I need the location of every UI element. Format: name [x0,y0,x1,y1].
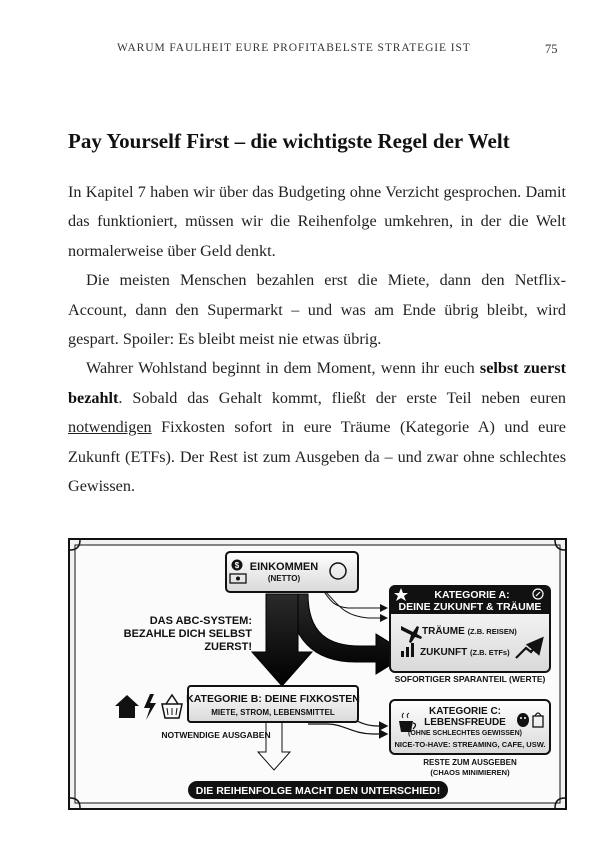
running-header [0,42,609,58]
category-c-caption-2: (CHAOS MINIMIEREN) [430,768,510,777]
paragraph-3-part-a: Wahrer Wohlstand beginnt in dem Moment, wenn ihr euch [86,359,480,378]
paragraph-3-part-b: . Sobald das Gehalt kommt, fließt der erste Teil neben euren [118,388,566,407]
system-line-2: BEZAHLE DICH SELBST [123,628,252,640]
category-c-nice-to-have: NICE-TO-HAVE: STREAMING, CAFE, USW. [394,740,546,749]
paragraph-1: In Kapitel 7 haben wir über das Budgeting ohne Verzicht gesprochen. Damit das funktioniert, müssen wir die Reihenfolge umkehren, in der die Welt normalerweise über Geld denkt. [68,183,566,260]
body-text [68,178,566,501]
theater-masks-icon [517,713,529,727]
svg-text:ZUKUNFT (Z.B. ETFs) [420,647,510,658]
system-line-3: ZUERST! [204,641,252,653]
system-line-1: DAS ABC-SYSTEM: [149,615,252,627]
income-title: EINKOMMEN [249,561,319,573]
running-title: WARUM FAULHEIT EURE PROFITABELSTE STRATEGIE IST [117,42,471,54]
dreams-label: TRÄUME [422,626,465,637]
section-title: Pay Yourself First – die wichtigste Regel der Welt [68,129,510,153]
category-b-box [186,686,360,722]
category-a-caption: SOFORTIGER SPARANTEIL (WERTE) [394,674,546,684]
paragraph-3 [68,354,566,501]
svg-text:$: $ [234,561,240,570]
dreams-sublabel: (Z.B. REISEN) [467,627,517,636]
income-box [226,552,358,592]
category-c-box [390,700,550,754]
category-b-caption: NOTWENDIGE AUSGABEN [161,730,271,740]
category-a-box [390,586,550,672]
category-a-line-2: DEINE ZUKUNFT & TRÄUME [398,601,542,613]
category-b-title: KATEGORIE B: DEINE FIXKOSTEN [186,693,360,705]
banner-text: DIE REIHENFOLGE MACHT DEN UNTERSCHIED! [195,785,441,797]
emphasis-bold: selbst zuerst bezahlt [68,359,566,407]
future-sublabel: (Z.B. ETFs) [470,648,510,657]
category-c-line-2: LEBENSFREUDE [424,717,506,728]
underlined-word: notwendigen [68,418,152,437]
income-subtitle: (NETTO) [267,574,301,583]
category-c-line-1: KATEGORIE C: [428,706,502,717]
category-a-line-1: KATEGORIE A: [434,589,510,601]
bottom-banner [188,781,448,799]
category-b-subtitle: MIETE, STROM, LEBENSMITTEL [211,708,335,717]
paragraph-3-part-c: Fixkosten sofort in eure Träume (Kategorie A) und eure Zukunft (ETFs). Der Rest ist zum Ausgeben da – und zwar ohne schlechtes Gewissen. [68,418,566,496]
paragraph-2: Die meisten Menschen bezahlen erst die Miete, dann den Netflix-Account, dann den Supermarkt – und was am Ende übrig bleibt, wird gespart. Spoiler: Es bleibt meist nie etwas übrig. [68,271,566,349]
page-number: 75 [545,42,558,56]
category-c-line-3: (OHNE SCHLECHTES GEWISSEN) [408,730,522,737]
category-c-caption-1: RESTE ZUM AUSGEBEN [423,758,517,767]
future-label: ZUKUNFT [420,647,468,658]
abc-system-diagram [68,538,567,810]
